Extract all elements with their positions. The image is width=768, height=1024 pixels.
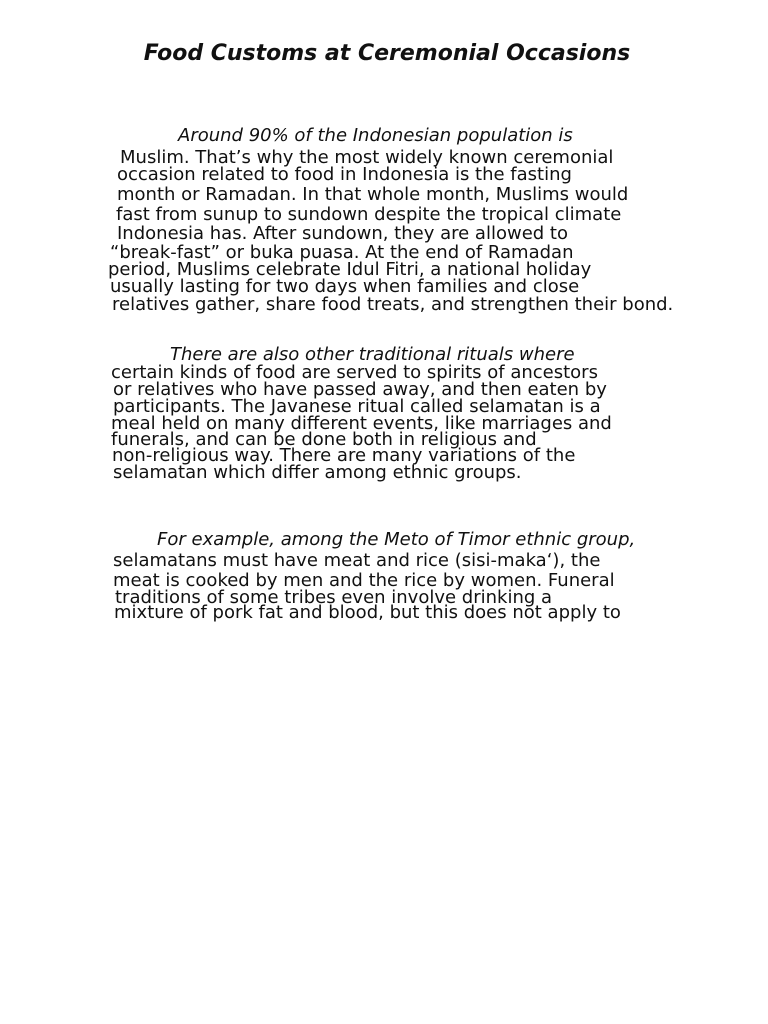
paragraph-line: period, Muslims celebrate Idul Fitri, a national holiday xyxy=(108,259,592,280)
paragraph-line: Indonesia has. After sundown, they are allowed to xyxy=(117,223,568,244)
paragraph-line: certain kinds of food are served to spirits of ancestors xyxy=(111,362,598,383)
paragraph-line: relatives gather, share food treats, and strengthen their bond. xyxy=(112,294,674,315)
paragraph-line: participants. The Javanese ritual called selamatan is a xyxy=(113,396,601,417)
paragraph-line: Around 90% of the Indonesian population is xyxy=(178,125,573,146)
paragraph-line: month or Ramadan. In that whole month, Muslims would xyxy=(117,184,629,205)
paragraph-line: meat is cooked by men and the rice by women. Funeral xyxy=(113,570,615,591)
paragraph-line: There are also other traditional rituals where xyxy=(170,344,575,365)
paragraph-line: usually lasting for two days when families and close xyxy=(110,276,580,297)
paragraph-line: Muslim. That’s why the most widely known ceremonial xyxy=(120,147,614,168)
paragraph-line: funerals, and can be done both in religious and xyxy=(111,429,537,450)
paragraph-line: meal held on many different events, like marriages and xyxy=(111,413,612,434)
paragraph-line: traditions of some tribes even involve drinking a xyxy=(115,587,553,608)
paragraph-line: non-religious way. There are many variations of the xyxy=(112,445,576,466)
paragraph-line: For example, among the Meto of Timor ethnic group, xyxy=(157,529,636,550)
paragraph-line: occasion related to food in Indonesia is the fasting xyxy=(117,164,572,185)
paragraph-line: fast from sunup to sundown despite the tropical climate xyxy=(116,204,622,225)
paragraph-line: mixture of pork fat and blood, but this does not apply to xyxy=(114,602,621,623)
paragraph-line: or relatives who have passed away, and then eaten by xyxy=(113,379,607,400)
document-title: Food Customs at Ceremonial Occasions xyxy=(143,41,631,66)
paragraph-line: “break-fast” or buka puasa. At the end of Ramadan xyxy=(110,242,574,263)
paragraph-line: selamatan which differ among ethnic groups. xyxy=(113,462,522,483)
paragraph-line: selamatans must have meat and rice (sisi-maka‘), the xyxy=(113,550,601,571)
